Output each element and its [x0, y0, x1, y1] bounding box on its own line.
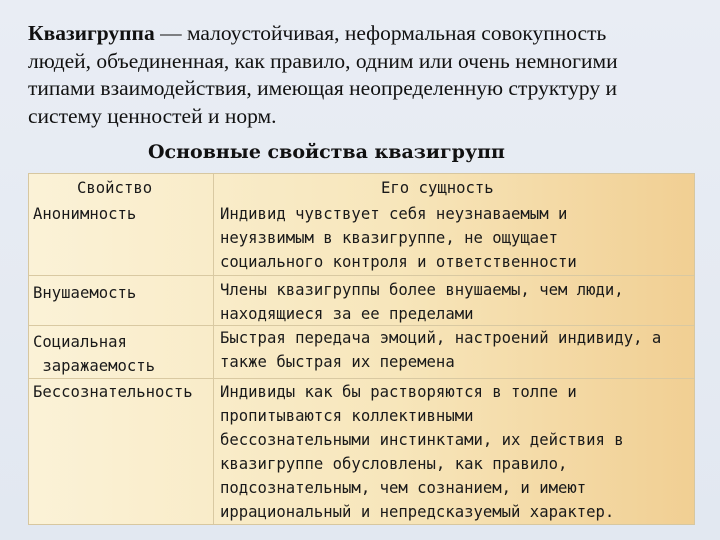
row-unconscious-desc-line-6: иррациональный и непредсказуемый характер. [220, 503, 615, 521]
properties-table [28, 173, 695, 525]
row-contagion-desc-line-2: также быстрая их перемена [220, 353, 455, 371]
row-unconscious-desc-line-5: подсознательным, чем сознанием, и имеют [220, 479, 587, 497]
definition-dash: — [154, 21, 187, 45]
table-title: Основные свойства квазигрупп [148, 141, 505, 163]
row-unconscious-desc-line-3: бессознательными инстинктами, их действия в [220, 431, 624, 449]
row-divider [29, 378, 694, 379]
row-unconscious-desc-line-2: пропитываются коллективными [220, 407, 474, 425]
row-anonymity-desc-line-1: Индивид чувствует себя неузнаваемым и [220, 205, 568, 223]
definition-text-line-4: систему ценностей и норм. [28, 103, 277, 128]
header-essence: Его сущность [381, 179, 494, 197]
row-suggestibility-property: Внушаемость [33, 284, 137, 302]
definition-text-line-3: типами взаимодействия, имеющая неопределенную структуру и [28, 76, 617, 100]
definition-text-line-1: малоустойчивая, неформальная совокупность [186, 21, 607, 45]
row-contagion-property-line-2: заражаемость [33, 357, 156, 375]
row-divider [29, 275, 694, 276]
row-anonymity-desc-line-2: неуязвимым в квазигруппе, не ощущает [220, 229, 558, 247]
header-property: Свойство [77, 179, 153, 197]
definition-term: Квазигруппа [28, 21, 155, 45]
row-anonymity-desc-line-3: социального контроля и ответственности [220, 253, 577, 271]
row-unconscious-property: Бессознательность [33, 383, 193, 401]
row-contagion-property-line-1: Социальная [33, 333, 127, 351]
row-suggestibility-desc-line-1: Члены квазигруппы более внушаемы, чем люди, [220, 281, 624, 299]
row-contagion-desc-line-1: Быстрая передача эмоций, настроений индивиду, а [220, 329, 662, 347]
row-suggestibility-desc-line-2: находящиеся за ее пределами [220, 305, 474, 323]
definition-paragraph [28, 20, 698, 130]
column-divider [213, 174, 214, 524]
row-unconscious-desc-line-4: квазигруппе обусловлены, как правило, [220, 455, 568, 473]
row-unconscious-desc-line-1: Индивиды как бы растворяются в толпе и [220, 383, 577, 401]
row-anonymity-property: Анонимность [33, 205, 137, 223]
definition-text-line-2: людей, объединенная, как правило, одним или очень немногими [28, 48, 618, 73]
